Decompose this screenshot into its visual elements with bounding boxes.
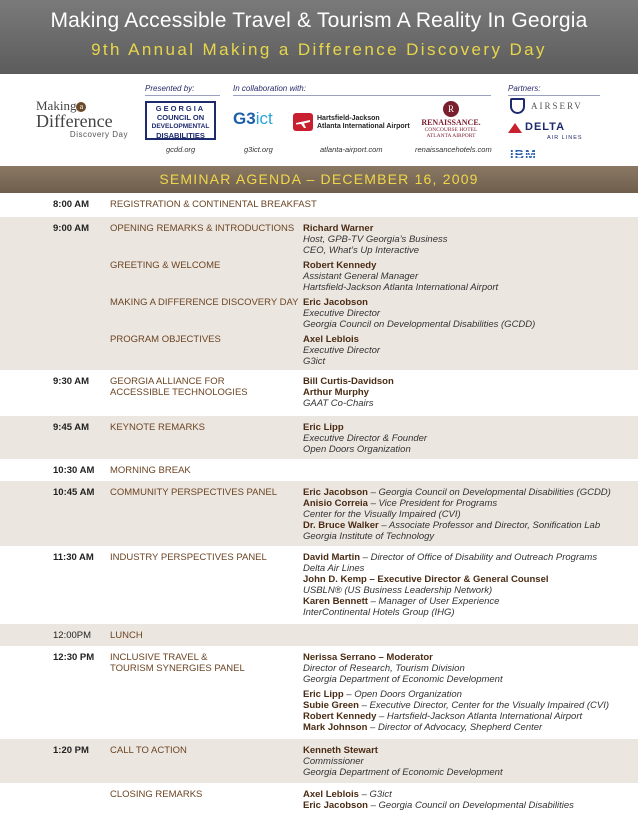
agenda-title-band [0, 166, 638, 193]
agenda-row [0, 546, 638, 624]
agenda-time: 11:30 AM [53, 552, 94, 563]
agenda-list [0, 193, 638, 823]
agenda-item-title: INCLUSIVE TRAVEL & TOURISM SYNERGIES PANEL [110, 652, 245, 674]
agenda-row [0, 783, 638, 823]
speaker-block: Axel Leblois Executive Director G3ict [303, 334, 381, 367]
divider [145, 95, 220, 96]
speaker-block: Richard Warner Host, GPB-TV Georgia’s Business CEO, What’s Up Interactive [303, 223, 448, 256]
shield-icon [510, 98, 525, 114]
agenda-item-title: MAKING A DIFFERENCE DISCOVERY DAY [110, 297, 299, 308]
agenda-item-title: INDUSTRY PERSPECTIVES PANEL [110, 552, 267, 563]
agenda-row [0, 193, 638, 217]
page-title: Making Accessible Travel & Tourism A Reality In Georgia [50, 9, 588, 32]
speaker-block: Bill Curtis-Davidson Arthur Murphy GAAT Co-Chairs [303, 376, 394, 409]
header-banner [0, 0, 638, 74]
agenda-item-title: CLOSING REMARKS [110, 789, 203, 800]
agenda-title: SEMINAR AGENDA – DECEMBER 16, 2009 [159, 171, 479, 187]
panelist-list: Nerissa Serrano – Moderator Director of Research, Tourism Division Georgia Department of Economic Development Eric Lipp – Open Doors Organization Subie Green – Executive Director, Center for the Visually Impaired (CVI) Robert Kennedy – Hartsfield-Jackson Atlanta International Airport Mark Johnson – Director of Advocacy, Shepherd Center [303, 652, 610, 733]
agenda-item-title: GREETING & WELCOME [110, 260, 221, 271]
hartsfield-logo: Hartsfield-Jackson Atlanta International Airport [317, 115, 410, 130]
agenda-time: 9:30 AM [53, 376, 90, 387]
agenda-item-title: GEORGIA ALLIANCE FOR ACCESSIBLE TECHNOLOGIES [110, 376, 248, 398]
speaker-block: Eric Jacobson Executive Director Georgia Council on Developmental Disabilities (GCDD) [303, 297, 536, 330]
agenda-row [0, 481, 638, 546]
partners-label: Partners: [508, 84, 541, 93]
agenda-row [0, 624, 638, 646]
panelist-list: David Martin – Director of Office of Disability and Outreach Programs Delta Air Lines John D. Kemp – Executive Director & General Counsel USBLN® (US Business Leadership Network) Karen Bennett – Manager of User Experience InterContinental Hotels Group (IHG) [303, 552, 598, 618]
agenda-time: 9:00 AM [53, 223, 90, 234]
agenda-row [0, 646, 638, 739]
atlanta-airport-link[interactable]: atlanta-airport.com [320, 145, 383, 154]
agenda-row [0, 459, 638, 481]
gcdd-logo: GEORGIA COUNCIL ON DEVELOPMENTAL DISABILITIES [145, 101, 216, 140]
agenda-time: 10:30 AM [53, 465, 95, 476]
agenda-time: 8:00 AM [53, 199, 90, 210]
collaboration-label: In collaboration with: [233, 84, 306, 93]
agenda-item-title: REGISTRATION & CONTINENTAL BREAKFAST [110, 199, 317, 210]
divider [233, 95, 491, 96]
agenda-item-title: MORNING BREAK [110, 465, 191, 476]
agenda-time: 12:00PM [53, 630, 92, 641]
agenda-time: 9:45 AM [53, 422, 90, 433]
renaissance-logo: RENAISSANCE. CONCOURSE HOTEL ATLANTA AIRPORT [421, 118, 481, 139]
page-subtitle: 9th Annual Making a Difference Discovery Day [91, 40, 547, 59]
agenda-row [0, 739, 638, 783]
agenda-item-title: COMMUNITY PERSPECTIVES PANEL [110, 487, 277, 498]
agenda-item-title: CALL TO ACTION [110, 745, 187, 756]
agenda-time: 10:45 AM [53, 487, 95, 498]
speaker-block: Axel Leblois – G3ict Eric Jacobson – Georgia Council on Developmental Disabilities [303, 789, 574, 811]
agenda-time: 1:20 PM [53, 745, 89, 756]
presented-by-label: Presented by: [145, 84, 195, 93]
speaker-block: Eric Lipp Executive Director & Founder Open Doors Organization [303, 422, 428, 455]
agenda-row [0, 217, 638, 370]
renaissance-r-icon: R [443, 101, 459, 117]
agenda-time: 12:30 PM [53, 652, 95, 663]
a-mark-icon: a [76, 102, 86, 112]
agenda-item-title: LUNCH [110, 630, 143, 641]
ibm-logo: IBM [510, 147, 537, 162]
delta-triangle-icon [508, 123, 522, 133]
agenda-row [0, 370, 638, 416]
making-a-difference-logo: Making a Difference Discovery Day [36, 98, 128, 140]
renaissance-link[interactable]: renaissancehotels.com [415, 145, 492, 154]
agenda-item-title: OPENING REMARKS & INTRODUCTIONS [110, 223, 295, 234]
speaker-block: Kenneth Stewart Commissioner Georgia Department of Economic Development [303, 745, 503, 778]
panelist-list: Eric Jacobson – Georgia Council on Developmental Disabilities (GCDD) Anisio Correia – Vice President for Programs Center for the Visually Impaired (CVI) Dr. Bruce Walker – Associate Professor and Director, Sonification Lab Georgia Institute of Technology [303, 487, 611, 542]
g3ict-link[interactable]: g3ict.org [244, 145, 273, 154]
divider [508, 95, 600, 96]
agenda-item-title: KEYNOTE REMARKS [110, 422, 206, 433]
agenda-item-title: PROGRAM OBJECTIVES [110, 334, 221, 345]
gcdd-link[interactable]: gcdd.org [166, 145, 196, 154]
g3ict-logo: G3ict [233, 109, 273, 128]
agenda-row [0, 416, 638, 459]
speaker-block: Robert Kennedy Assistant General Manager Hartsfield-Jackson Atlanta International Airport [303, 260, 499, 293]
airplane-icon [293, 113, 313, 131]
